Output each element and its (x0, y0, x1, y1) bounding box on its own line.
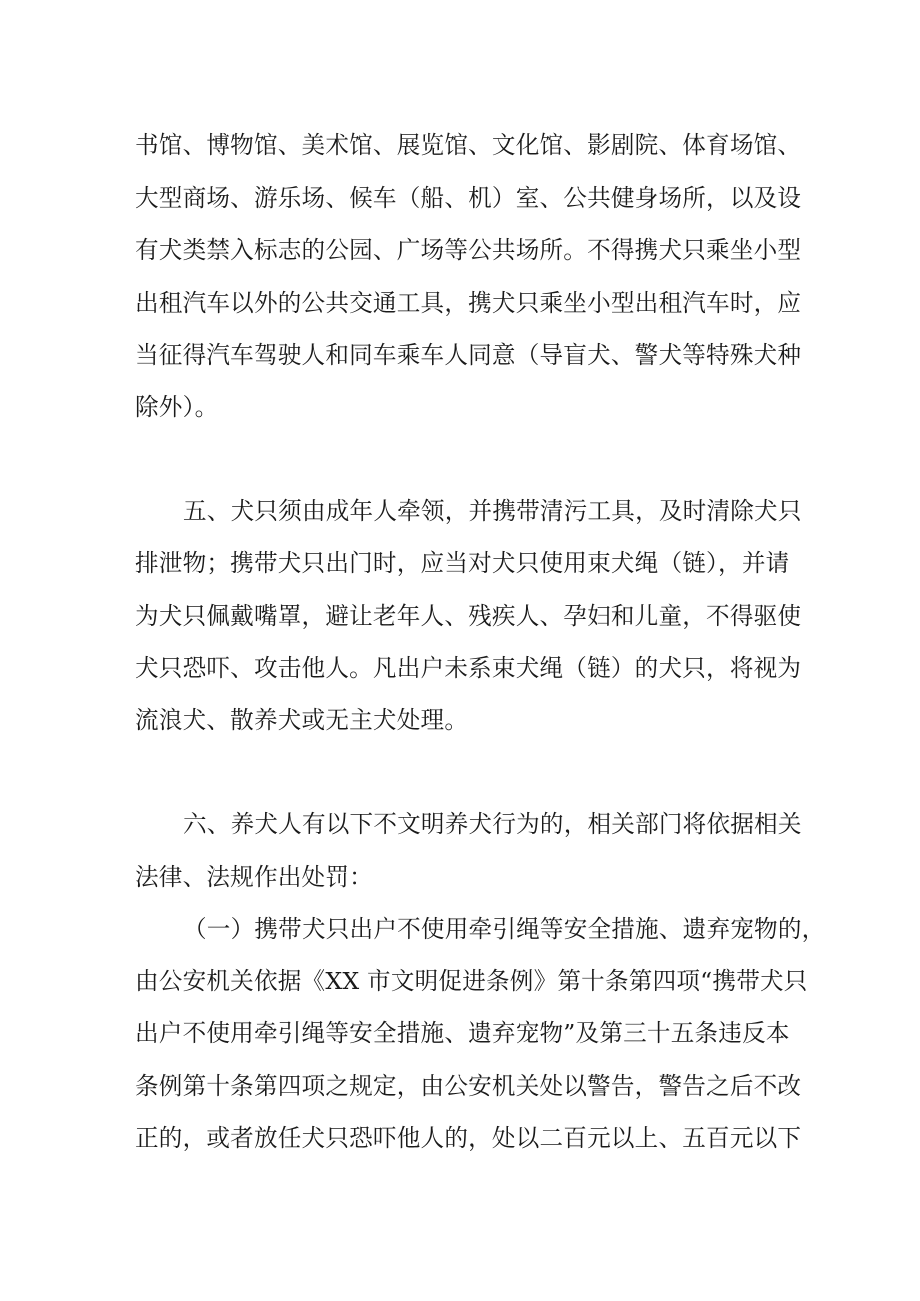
text-line: 流浪犬、散养犬或无主犬处理。 (135, 706, 469, 734)
text-line: 排泄物；携带犬只出门时，应当对犬只使用束犬绳（链），并请 (135, 549, 790, 577)
text-line: 当征得汽车驾驶人和同车乘车人同意（导盲犬、警犬等特殊犬种 (135, 341, 802, 369)
text-line: 法律、法规作出处罚： (135, 863, 373, 891)
paragraph-first-line: 六、养犬人有以下不文明养犬行为的，相关部门将依据相关 (183, 810, 802, 838)
text-line: 正的，或者放任犬只恐吓他人的，处以二百元以上、五百元以下 (135, 1124, 802, 1152)
text-line: 除外）。 (135, 393, 219, 421)
text-line: 条例第十条第四项之规定，由公安机关处以警告，警告之后不改 (135, 1072, 802, 1100)
paragraph-first-line: （一）携带犬只出户不使用牵引绳等安全措施、遗弃宠物的， (183, 915, 826, 943)
text-line: 为犬只佩戴嘴罩，避让老年人、残疾人、孕妇和儿童，不得驱使 (135, 602, 802, 630)
paragraph-first-line: 五、犬只须由成年人牵领，并携带清污工具，及时清除犬只 (183, 497, 802, 525)
text-line: 有犬类禁入标志的公园、广场等公共场所。不得携犬只乘坐小型 (135, 236, 802, 264)
text-line: 出租汽车以外的公共交通工具，携犬只乘坐小型出租汽车时，应 (135, 289, 802, 317)
text-line: 大型商场、游乐场、候车（船、机）室、公共健身场所，以及设 (135, 184, 802, 212)
text-line: 书馆、博物馆、美术馆、展览馆、文化馆、影剧院、体育场馆、 (135, 131, 802, 159)
text-line: 由公安机关依据《XX 市文明促进条例》第十条第四项“携带犬只 (135, 967, 808, 995)
text-line: 出户不使用牵引绳等安全措施、遗弃宠物”及第三十五条违反本 (135, 1019, 790, 1047)
text-line: 犬只恐吓、攻击他人。凡出户未系束犬绳（链）的犬只，将视为 (135, 654, 802, 682)
